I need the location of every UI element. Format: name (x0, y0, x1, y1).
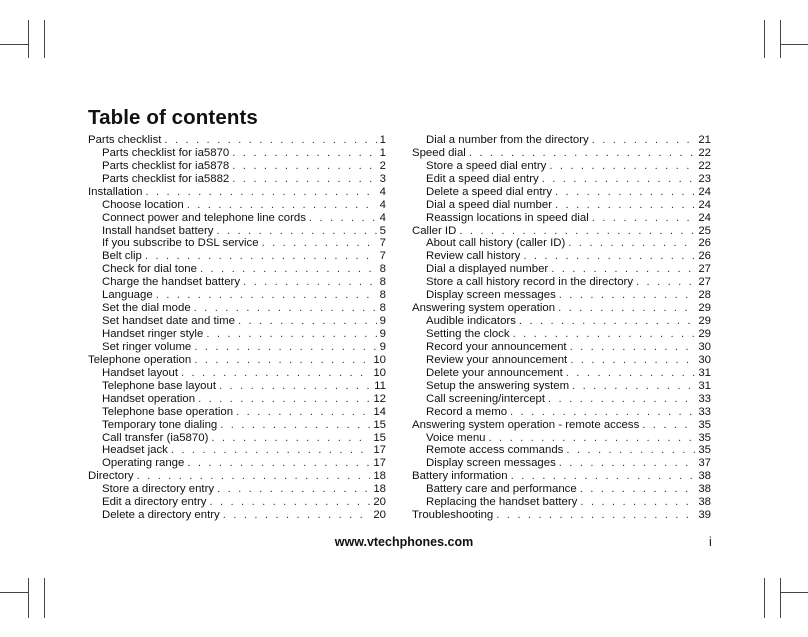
toc-leader-dots (558, 302, 695, 315)
crop-mark-bottom-left-vertical-inner (44, 578, 45, 618)
toc-leader-dots (568, 238, 695, 251)
toc-left-column (88, 134, 386, 522)
crop-mark-top-left-vertical-outer (28, 20, 29, 58)
toc-entry-page: 9 (379, 341, 386, 353)
toc-leader-dots (513, 328, 696, 341)
toc-leader-dots (559, 457, 696, 470)
toc-leader-dots (137, 470, 371, 483)
toc-entry-page: 15 (373, 431, 386, 444)
toc-entry-label: Telephone base layout (102, 379, 216, 392)
toc-entry[interactable] (88, 238, 386, 251)
toc-leader-dots (211, 432, 370, 445)
toc-entry-label: Edit a speed dial entry (426, 172, 539, 185)
toc-entry[interactable] (88, 380, 386, 393)
toc-entry-label: Operating range (102, 457, 185, 470)
toc-entry[interactable] (88, 406, 386, 419)
toc-entry[interactable] (412, 173, 711, 186)
toc-entry[interactable] (412, 432, 711, 445)
toc-entry-label: Handset layout (102, 366, 178, 379)
toc-entry[interactable] (412, 367, 711, 380)
toc-entry-label: Installation (88, 185, 143, 198)
crop-mark-bottom-right-vertical-outer (780, 578, 781, 618)
toc-entry-label: Parts checklist for ia5870 (102, 146, 230, 159)
toc-entry[interactable] (412, 445, 711, 458)
toc-entry-page: 28 (698, 289, 711, 302)
toc-entry-page: 29 (698, 302, 711, 315)
toc-entry-label: Caller ID (412, 224, 457, 237)
toc-entry-label: Handset operation (102, 392, 196, 405)
toc-leader-dots (145, 186, 376, 199)
toc-entry[interactable] (88, 263, 386, 276)
toc-leader-dots (232, 147, 376, 160)
toc-entry-page: 18 (373, 483, 386, 496)
toc-entry[interactable] (412, 380, 711, 393)
toc-entry-page: 29 (698, 315, 711, 328)
toc-entry-page: 9 (379, 328, 386, 341)
toc-entry[interactable] (88, 445, 386, 458)
toc-leader-dots (232, 160, 376, 173)
toc-entry-page: 35 (698, 444, 711, 457)
toc-entry[interactable] (412, 509, 711, 522)
toc-leader-dots (156, 289, 377, 302)
toc-entry[interactable] (88, 328, 386, 341)
toc-entry[interactable] (412, 406, 711, 419)
footer-url: www.vtechphones.com (334, 535, 474, 549)
toc-entry[interactable] (412, 134, 711, 147)
toc-entry[interactable] (88, 186, 386, 199)
toc-leader-dots (223, 509, 371, 522)
toc-entry-label: Store a directory entry (102, 483, 215, 496)
toc-entry-page: 10 (373, 353, 386, 366)
toc-entry-page: 24 (698, 198, 711, 211)
toc-entry-page: 27 (698, 276, 711, 289)
toc-entry-label: Battery care and performance (426, 483, 577, 496)
toc-entry-label: Dial a speed dial number (426, 198, 553, 211)
toc-entry[interactable] (412, 457, 711, 470)
toc-entry-page: 4 (379, 185, 386, 198)
toc-entry-page: 8 (379, 276, 386, 289)
toc-entry[interactable] (412, 289, 711, 302)
toc-leader-dots (511, 470, 696, 483)
toc-entry[interactable] (88, 457, 386, 470)
toc-entry[interactable] (88, 367, 386, 380)
toc-leader-dots (580, 496, 695, 509)
crop-mark-top-right-vertical-inner (764, 20, 765, 58)
toc-entry-page: 3 (379, 172, 386, 185)
toc-entry-page: 15 (373, 418, 386, 431)
toc-entry-label: Answering system operation - remote access (412, 418, 640, 431)
toc-leader-dots (519, 315, 695, 328)
toc-entry-page: 25 (698, 224, 711, 237)
toc-entry-page: 1 (379, 146, 386, 159)
toc-entry-page: 37 (698, 457, 711, 470)
toc-leader-dots (238, 315, 377, 328)
toc-entry-page: 21 (698, 134, 711, 146)
toc-leader-dots (262, 238, 377, 251)
toc-entry[interactable] (412, 225, 711, 238)
toc-entry-page: 31 (698, 379, 711, 392)
toc-leader-dots (181, 367, 370, 380)
toc-entry-label: Voice menu (426, 431, 486, 444)
toc-entry[interactable] (412, 250, 711, 263)
toc-entry[interactable] (412, 328, 711, 341)
toc-entry-label: Charge the handset battery (102, 276, 241, 289)
toc-leader-dots (171, 445, 370, 458)
toc-entry[interactable] (88, 289, 386, 302)
toc-entry[interactable] (412, 263, 711, 276)
toc-entry-label: Review call history (426, 250, 521, 263)
toc-entry-label: Language (102, 289, 153, 302)
toc-entry-label: About call history (caller ID) (426, 237, 566, 250)
toc-entry-label: Store a speed dial entry (426, 159, 547, 172)
toc-entry-page: 8 (379, 302, 386, 315)
toc-entry-label: Troubleshooting (412, 509, 494, 522)
toc-entry-label: Temporary tone dialing (102, 418, 218, 431)
toc-entry-label: Check for dial tone (102, 263, 197, 276)
toc-entry-page: 24 (698, 185, 711, 198)
toc-entry[interactable] (412, 483, 711, 496)
toc-leader-dots (570, 341, 696, 354)
toc-entry-label: Record a memo (426, 405, 508, 418)
toc-entry-label: Setting the clock (426, 328, 510, 341)
toc-entry-page: 20 (373, 496, 386, 509)
toc-entry-page: 23 (698, 172, 711, 185)
toc-entry[interactable] (412, 419, 711, 432)
toc-leader-dots (194, 341, 376, 354)
toc-entry[interactable] (88, 354, 386, 367)
toc-leader-dots (187, 457, 370, 470)
toc-leader-dots (496, 509, 695, 522)
page-title: Table of contents (88, 106, 258, 129)
toc-leader-dots (555, 186, 695, 199)
toc-leader-dots (459, 225, 695, 238)
toc-entry-page: 17 (373, 444, 386, 457)
toc-entry-label: Speed dial (412, 146, 466, 159)
toc-entry-label: Telephone operation (88, 353, 192, 366)
toc-leader-dots (206, 328, 376, 341)
toc-entry-label: Delete a directory entry (102, 509, 220, 522)
toc-entry-label: Parts checklist (88, 134, 162, 146)
toc-entry[interactable] (412, 276, 711, 289)
toc-leader-dots (217, 483, 370, 496)
toc-leader-dots (198, 393, 370, 406)
toc-leader-dots (559, 289, 696, 302)
toc-entry[interactable] (412, 186, 711, 199)
toc-entry-label: Handset ringer style (102, 328, 204, 341)
toc-leader-dots (187, 199, 377, 212)
toc-entry[interactable] (412, 160, 711, 173)
toc-entry-page: 30 (698, 341, 711, 353)
toc-entry-page: 11 (374, 379, 386, 392)
toc-entry[interactable] (412, 470, 711, 483)
toc-entry-page: 38 (698, 483, 711, 496)
toc-leader-dots (555, 199, 695, 212)
toc-entry[interactable] (88, 315, 386, 328)
toc-leader-dots (236, 406, 370, 419)
toc-entry-page: 26 (698, 237, 711, 250)
toc-entry[interactable] (412, 212, 711, 225)
toc-leader-dots (510, 406, 695, 419)
toc-entry-label: Edit a directory entry (102, 496, 207, 509)
toc-entry[interactable] (412, 199, 711, 212)
toc-leader-dots (566, 367, 696, 380)
toc-entry-page: 14 (373, 405, 386, 418)
toc-entry-page: 27 (698, 263, 711, 276)
toc-entry[interactable] (88, 393, 386, 406)
toc-leader-dots (309, 212, 377, 225)
toc-entry-label: Call screening/intercept (426, 392, 546, 405)
footer-page-number: i (709, 535, 712, 549)
toc-entry-page: 38 (698, 496, 711, 509)
toc-entry[interactable] (412, 302, 711, 315)
toc-entry[interactable] (412, 341, 711, 354)
toc-entry-page: 33 (698, 405, 711, 418)
toc-leader-dots (542, 173, 696, 186)
crop-mark-top-right-horizontal (780, 44, 808, 45)
toc-entry-page: 12 (373, 392, 386, 405)
toc-entry-label: Replacing the handset battery (426, 496, 578, 509)
toc-entry-label: Belt clip (102, 250, 142, 263)
toc-leader-dots (219, 380, 371, 393)
crop-mark-bottom-right-vertical-inner (764, 578, 765, 618)
toc-entry-label: Delete a speed dial entry (426, 185, 553, 198)
toc-leader-dots (194, 354, 370, 367)
toc-entry-label: Review your announcement (426, 353, 568, 366)
toc-leader-dots (549, 160, 695, 173)
toc-entry-label: Display screen messages (426, 457, 556, 470)
toc-entry[interactable] (88, 341, 386, 354)
toc-entry-page: 17 (373, 457, 386, 470)
crop-mark-top-right-vertical-outer (780, 20, 781, 58)
toc-entry-page: 33 (698, 392, 711, 405)
crop-mark-bottom-left-horizontal (0, 592, 28, 593)
toc-entry[interactable] (88, 470, 386, 483)
crop-mark-bottom-right-horizontal (780, 592, 808, 593)
toc-entry-label: If you subscribe to DSL service (102, 237, 259, 250)
toc-entry-page: 30 (698, 353, 711, 366)
crop-mark-bottom-left-vertical-outer (28, 578, 29, 618)
toc-leader-dots (523, 250, 695, 263)
toc-leader-dots (243, 276, 377, 289)
toc-entry-label: Choose location (102, 198, 184, 211)
toc-entry-page: 1 (379, 134, 386, 146)
toc-entry-page: 7 (379, 237, 386, 250)
toc-right-column (412, 134, 711, 522)
toc-entry-page: 7 (379, 250, 386, 263)
toc-entry[interactable] (88, 419, 386, 432)
toc-entry-page: 38 (698, 470, 711, 483)
toc-entry-page: 4 (379, 198, 386, 211)
toc-entry-page: 8 (379, 289, 386, 302)
toc-entry-label: Parts checklist for ia5882 (102, 172, 230, 185)
toc-leader-dots (566, 445, 695, 458)
toc-entry-label: Display screen messages (426, 289, 556, 302)
toc-entry-label: Delete your announcement (426, 366, 563, 379)
toc-entry-page: 39 (698, 509, 711, 522)
toc-leader-dots (194, 302, 377, 315)
toc-entry-page: 35 (698, 418, 711, 431)
toc-entry-label: Call transfer (ia5870) (102, 431, 209, 444)
toc-entry[interactable] (88, 483, 386, 496)
toc-entry-label: Headset jack (102, 444, 168, 457)
toc-entry[interactable] (412, 238, 711, 251)
toc-entry-page: 35 (698, 431, 711, 444)
toc-entry-page: 24 (698, 211, 711, 224)
toc-entry[interactable] (88, 250, 386, 263)
toc-leader-dots (572, 380, 695, 393)
toc-entry-page: 18 (373, 470, 386, 483)
toc-entry[interactable] (88, 160, 386, 173)
toc-entry-page: 22 (698, 159, 711, 172)
toc-entry-label: Setup the answering system (426, 379, 570, 392)
toc-entry[interactable] (88, 302, 386, 315)
toc-entry-label: Directory (88, 470, 134, 483)
toc-entry[interactable] (88, 147, 386, 160)
toc-entry[interactable] (88, 509, 386, 522)
toc-entry-label: Set ringer volume (102, 341, 192, 353)
toc-entry[interactable] (412, 496, 711, 509)
toc-entry-label: Set handset date and time (102, 315, 235, 328)
toc-entry-label: Remote access commands (426, 444, 564, 457)
toc-entry-label: Dial a number from the directory (426, 134, 589, 146)
toc-entry-label: Answering system operation (412, 302, 556, 315)
toc-entry-label: Install handset battery (102, 224, 214, 237)
toc-entry-page: 10 (373, 366, 386, 379)
toc-entry[interactable] (88, 225, 386, 238)
toc-leader-dots (580, 483, 696, 496)
toc-entry-page: 31 (698, 366, 711, 379)
toc-entry[interactable] (88, 212, 386, 225)
toc-leader-dots (220, 419, 370, 432)
toc-entry[interactable] (412, 354, 711, 367)
toc-entry-label: Reassign locations in speed dial (426, 211, 589, 224)
toc-entry-label: Dial a displayed number (426, 263, 549, 276)
toc-entry-label: Telephone base operation (102, 405, 234, 418)
toc-entry-label: Store a call history record in the directory (426, 276, 634, 289)
toc-entry[interactable] (88, 173, 386, 186)
toc-leader-dots (551, 263, 695, 276)
toc-entry-page: 8 (379, 263, 386, 276)
toc-entry[interactable] (88, 199, 386, 212)
toc-entry-label: Record your announcement (426, 341, 567, 353)
toc-leader-dots (200, 263, 377, 276)
toc-leader-dots (232, 173, 376, 186)
toc-entry-label: Set the dial mode (102, 302, 191, 315)
toc-leader-dots (209, 496, 370, 509)
toc-entry[interactable] (88, 496, 386, 509)
crop-mark-top-left-vertical-inner (44, 20, 45, 58)
toc-leader-dots (548, 393, 695, 406)
toc-entry[interactable] (412, 393, 711, 406)
toc-entry-page: 26 (698, 250, 711, 263)
toc-entry-page: 29 (698, 328, 711, 341)
toc-entry[interactable] (88, 276, 386, 289)
toc-leader-dots (570, 354, 695, 367)
toc-entry-label: Parts checklist for ia5878 (102, 159, 230, 172)
toc-leader-dots (216, 225, 376, 238)
toc-leader-dots (469, 147, 695, 160)
toc-entry[interactable] (88, 432, 386, 445)
toc-entry[interactable] (412, 147, 711, 160)
toc-entry-page: 4 (379, 211, 386, 224)
toc-entry-label: Battery information (412, 470, 508, 483)
toc-entry-page: 5 (379, 224, 386, 237)
toc-entry[interactable] (412, 315, 711, 328)
toc-leader-dots (489, 432, 696, 445)
toc-leader-dots (592, 134, 696, 147)
toc-leader-dots (636, 276, 695, 289)
toc-entry-page: 9 (379, 315, 386, 328)
toc-entry-page: 2 (379, 159, 386, 172)
toc-entry-page: 22 (698, 146, 711, 159)
toc-entry[interactable] (88, 134, 386, 147)
toc-leader-dots (164, 134, 376, 147)
crop-mark-top-left-horizontal (0, 44, 28, 45)
toc-entry-page: 20 (373, 509, 386, 522)
toc-entry-label: Audible indicators (426, 315, 516, 328)
toc-entry-label: Connect power and telephone line cords (102, 211, 306, 224)
toc-leader-dots (145, 250, 377, 263)
toc-leader-dots (592, 212, 696, 225)
toc-leader-dots (642, 419, 695, 432)
